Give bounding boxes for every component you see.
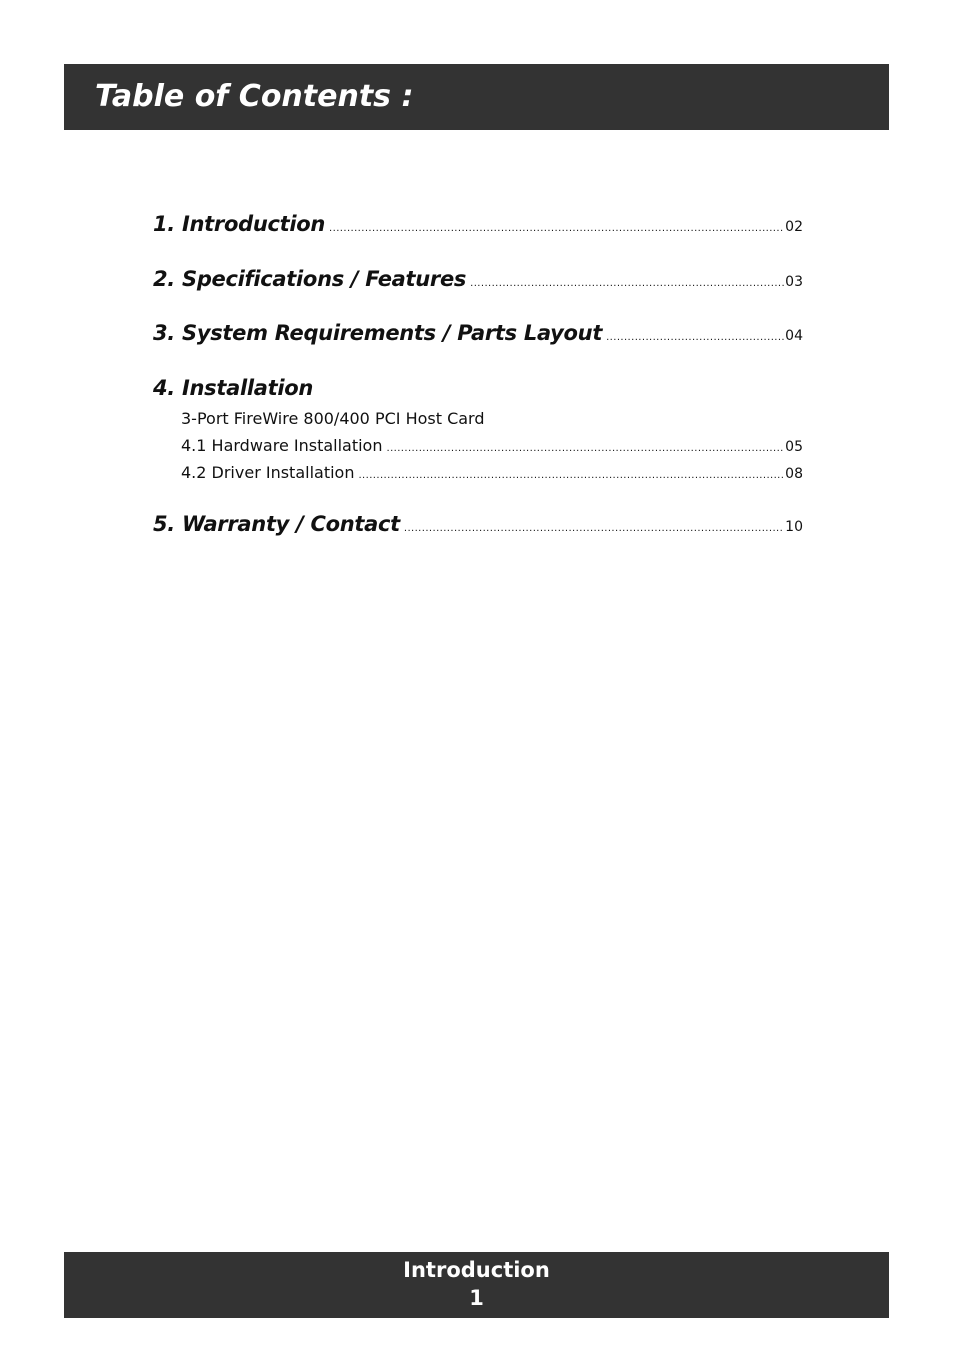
toc-dot-leader bbox=[470, 278, 784, 289]
footer-section-title: Introduction bbox=[403, 1258, 550, 1282]
toc-entry-label: 3. System Requirements / Parts Layout bbox=[153, 321, 603, 345]
toc-entry-installation[interactable] bbox=[153, 376, 803, 408]
toc-entry-page: 03 bbox=[785, 274, 803, 290]
toc-subentry-driver-installation[interactable] bbox=[181, 463, 803, 482]
toc-subentry-page: 08 bbox=[785, 466, 803, 482]
toc-entry-label: 5. Warranty / Contact bbox=[153, 512, 400, 536]
header-bar bbox=[64, 64, 889, 130]
toc-entry-system-requirements[interactable] bbox=[153, 321, 803, 353]
toc-subentry-label: 4.2 Driver Installation bbox=[181, 463, 355, 482]
toc-entry-warranty-contact[interactable] bbox=[153, 512, 803, 544]
toc-entry-specifications[interactable] bbox=[153, 267, 803, 299]
footer-page-number: 1 bbox=[469, 1286, 484, 1310]
toc-entry-page: 02 bbox=[785, 219, 803, 235]
page-title: Table of Contents : bbox=[95, 79, 414, 114]
toc-entry-page: 10 bbox=[785, 519, 803, 535]
toc-subheading-product: 3-Port FireWire 800/400 PCI Host Card bbox=[181, 409, 485, 428]
toc-subentry-hardware-installation[interactable] bbox=[181, 436, 803, 455]
toc-entry-introduction[interactable] bbox=[153, 212, 803, 244]
toc-dot-leader bbox=[386, 443, 784, 454]
footer-bar bbox=[64, 1252, 889, 1318]
toc-subentry-page: 05 bbox=[785, 439, 803, 455]
toc-entry-page: 04 bbox=[785, 328, 803, 344]
toc-dot-leader bbox=[606, 332, 784, 343]
toc-entry-label: 1. Introduction bbox=[153, 212, 326, 236]
toc-entry-label: 4. Installation bbox=[153, 376, 314, 400]
toc-dot-leader bbox=[404, 523, 784, 534]
toc-dot-leader bbox=[358, 470, 784, 481]
toc-dot-leader bbox=[329, 223, 784, 234]
toc-entry-label: 2. Specifications / Features bbox=[153, 267, 467, 291]
toc-subentry-label: 4.1 Hardware Installation bbox=[181, 436, 383, 455]
